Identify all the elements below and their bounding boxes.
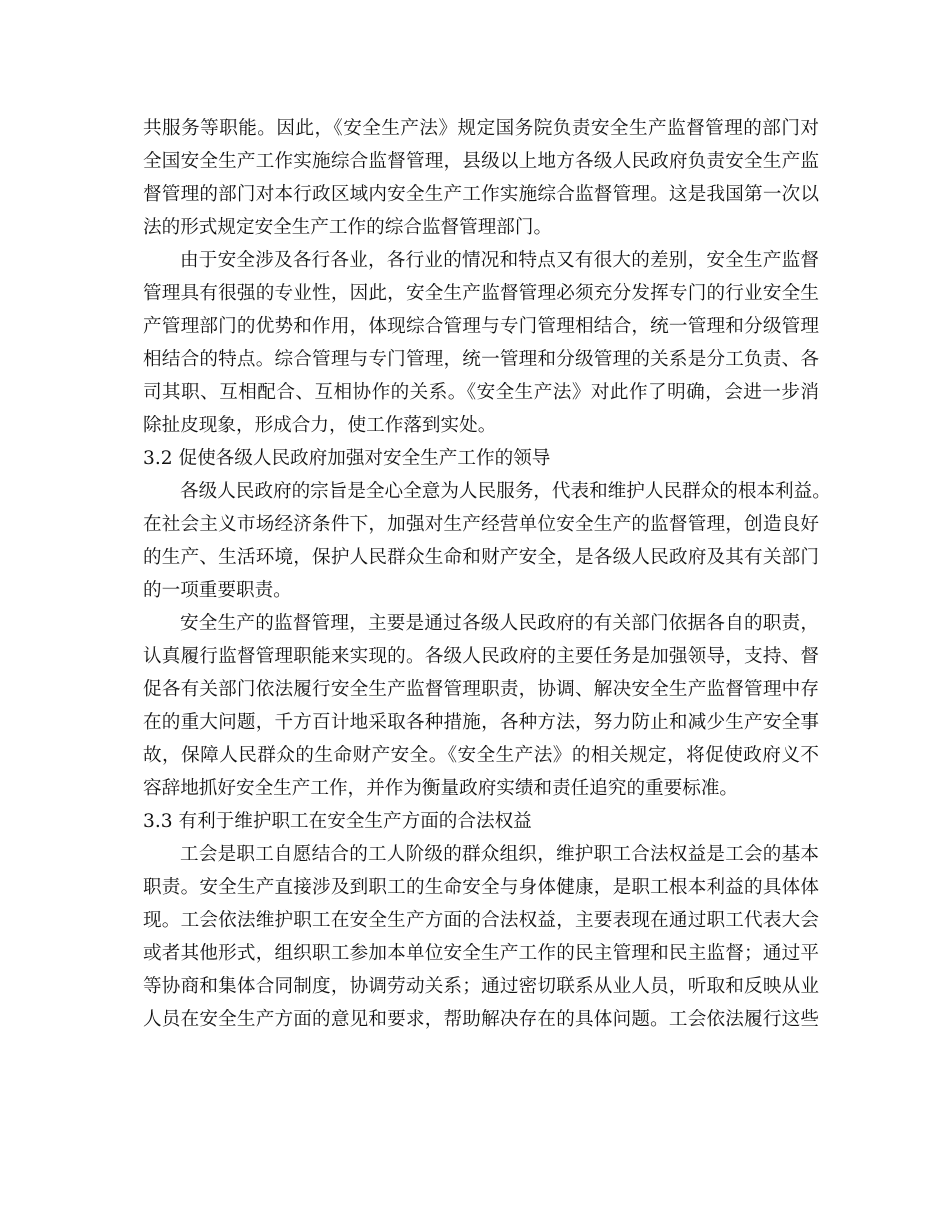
text-line: 容辞地抓好安全生产工作，并作为衡量政府实绩和责任追究的重要标准。 <box>143 778 739 799</box>
section-heading: 3.3 有利于维护职工在安全生产方面的合法权益 <box>143 811 532 832</box>
text-line: 认真履行监督管理职能来实现的。各级人民政府的主要任务是加强领导，支持、督 <box>143 646 819 667</box>
section-heading: 3.2 促使各级人民政府加强对安全生产工作的领导 <box>143 448 551 469</box>
text-line: 促各有关部门依法履行安全生产监督管理职责，协调、解决安全生产监督管理中存 <box>143 679 819 700</box>
text-line: 产管理部门的优势和作用，体现综合管理与专门管理相结合，统一管理和分级管理 <box>143 316 819 337</box>
paragraph <box>143 838 819 1036</box>
paragraph <box>143 607 819 805</box>
text-line: 的一项重要职责。 <box>143 580 292 601</box>
text-line: 的生产、生活环境，保护人民群众生命和财产安全，是各级人民政府及其有关部门 <box>143 547 819 568</box>
text-line: 管理具有很强的专业性，因此，安全生产监督管理必须充分发挥专门的行业安全生 <box>143 283 819 304</box>
text-line: 现。工会依法维护职工在安全生产方面的合法权益，主要表现在通过职工代表大会 <box>143 910 819 931</box>
text-line: 工会是职工自愿结合的工人阶级的群众组织，维护职工合法权益是工会的基本 <box>180 844 819 865</box>
text-line: 在的重大问题，千方百计地采取各种措施，各种方法，努力防止和减少生产安全事 <box>143 712 819 733</box>
paragraph <box>143 112 819 244</box>
text-line: 法的形式规定安全生产工作的综合监督管理部门。 <box>143 217 553 238</box>
text-line: 人员在安全生产方面的意见和要求，帮助解决存在的具体问题。工会依法履行这些 <box>143 1009 819 1030</box>
text-line: 故，保障人民群众的生命财产安全。《安全生产法》的相关规定，将促使政府义不 <box>143 745 819 766</box>
text-line: 职责。安全生产直接涉及到职工的生命安全与身体健康，是职工根本利益的具体体 <box>143 877 819 898</box>
text-line: 各级人民政府的宗旨是全心全意为人民服务，代表和维护人民群众的根本利益。 <box>180 481 831 502</box>
text-line: 由于安全涉及各行各业，各行业的情况和特点又有很大的差别，安全生产监督 <box>180 250 819 271</box>
text-line: 相结合的特点。综合管理与专门管理，统一管理和分级管理的关系是分工负责、各 <box>143 349 819 370</box>
text-line: 督管理的部门对本行政区域内安全生产工作实施综合监督管理。这是我国第一次以 <box>143 184 819 205</box>
paragraph <box>143 244 819 442</box>
text-line: 共服务等职能。因此，《安全生产法》规定国务院负责安全生产监督管理的部门对 <box>143 118 819 139</box>
paragraph <box>143 475 831 607</box>
text-line: 等协商和集体合同制度，协调劳动关系；通过密切联系从业人员，听取和反映从业 <box>143 976 819 997</box>
text-line: 安全生产的监督管理，主要是通过各级人民政府的有关部门依据各自的职责， <box>180 613 819 634</box>
text-line: 在社会主义市场经济条件下，加强对生产经营单位安全生产的监督管理，创造良好 <box>143 514 819 535</box>
document-body <box>143 112 831 1036</box>
text-line: 司其职、互相配合、互相协作的关系。《安全生产法》对此作了明确，会进一步消 <box>143 382 819 403</box>
text-line: 或者其他形式，组织职工参加本单位安全生产工作的民主管理和民主监督；通过平 <box>143 943 819 964</box>
text-line: 除扯皮现象，形成合力，使工作落到实处。 <box>143 415 497 436</box>
text-line: 全国安全生产工作实施综合监督管理，县级以上地方各级人民政府负责安全生产监 <box>143 151 819 172</box>
